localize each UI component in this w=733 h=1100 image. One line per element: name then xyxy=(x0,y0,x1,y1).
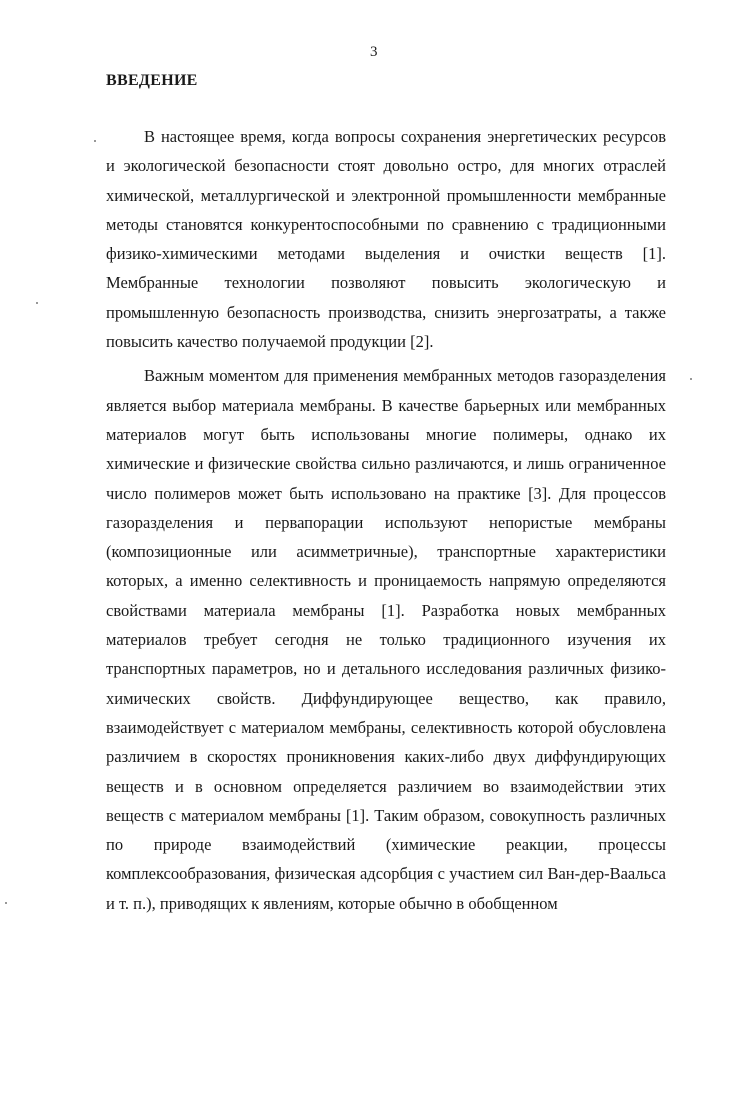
body-text xyxy=(106,122,666,918)
paragraph-1: В настоящее время, когда вопросы сохранения энергетических ресурсов и экологической безопасности стоят довольно остро, для многих отраслей химической, металлургической и электронной промышленности мембранные методы становятся конкурентоспособными по сравнению с традиционными физико-химическими методами выделения и очистки веществ [1]. Мембранные технологии позволяют повысить экологическую и промышленную безопасность производства, снизить энергозатраты, а также повысить качество получаемой продукции [2]. xyxy=(106,127,666,352)
scan-speck xyxy=(5,902,7,904)
scan-speck xyxy=(36,302,38,304)
page-number: 3 xyxy=(370,44,378,60)
paragraph-2: Важным моментом для применения мембранных методов газоразделения является выбор материала мембраны. В качестве барьерных или мембранных материалов могут быть использованы многие полимеры, однако их химические и физические свойства сильно различаются, и лишь ограниченное число полимеров может быть использовано на практике [3]. Для процессов газоразделения и первапорации используют непористые мембраны (композиционные или асимметричные), транспортные характеристики которых, а именно селективность и проницаемость напрямую определяются свойствами материала мембраны [1]. Разработка новых мембранных материалов требует сегодня не только традиционного изучения их транспортных параметров, но и детального исследования различных физико-химических свойств. Диффундирующее вещество, как правило, взаимодействует с материалом мембраны, селективность которой обусловлена различием в скоростях проникновения каких-либо двух диффундирующих веществ и в основном определяется различием во взаимодействии этих веществ с материалом мембраны [1]. Таким образом, совокупность различных по природе взаимодействий (химические реакции, процессы комплексообразования, физическая адсорбция с участием сил Ван-дер-Ваальса и т. п.), приводящих к явлениям, которые обычно в обобщенном xyxy=(106,366,666,913)
scan-speck xyxy=(94,140,96,142)
section-heading: ВВЕДЕНИЕ xyxy=(106,72,198,89)
scan-speck xyxy=(690,378,692,380)
